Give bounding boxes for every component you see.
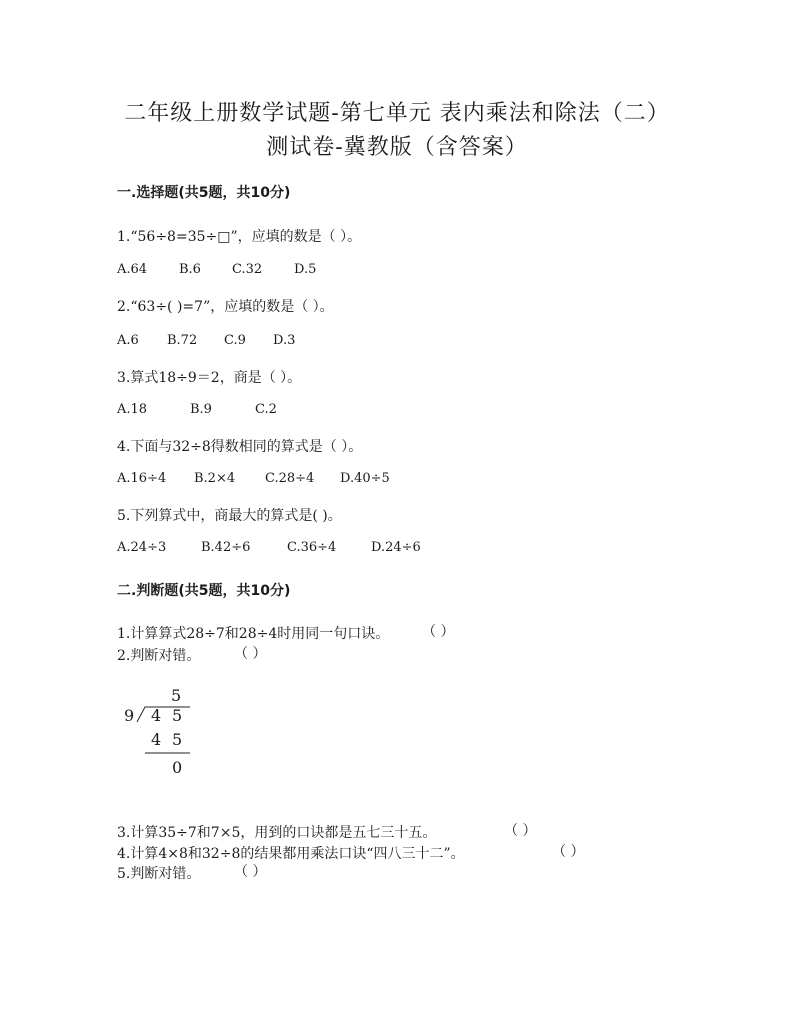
question-text: 3.算式18÷9＝2，商是（ ）。 [117,370,302,386]
product-digit: 5 [172,730,183,749]
option-a: A.64 [117,262,148,277]
question-text: 4.计算4×8和32÷8的结果都用乘法口诀“四八三十二”。 [117,846,465,862]
option-a: A.16÷4 [117,471,167,486]
question-text: 4.下面与32÷8得数相同的算式是（ ）。 [117,439,363,455]
question-text: 3.计算35÷7和7×5，用到的口诀都是五七三十五。 [117,825,437,841]
option-b: B.72 [167,333,198,348]
option-a: A.24÷3 [117,540,167,555]
option-d: D.3 [273,333,296,348]
question-text: 1.计算算式28÷7和28÷4时用同一句口诀。 [117,626,390,642]
option-c: C.36÷4 [287,540,337,555]
question-text: 2.判断对错。 [117,648,201,664]
answer-parentheses: （ ） [552,844,585,860]
remainder-digit: 0 [172,758,183,777]
document-title-line-2: 测试卷-冀教版（含答案） [266,135,528,160]
option-b: B.6 [179,262,201,277]
option-a: A.18 [117,402,148,417]
option-d: D.24÷6 [371,540,421,555]
option-a: A.6 [117,333,139,348]
question-text: 1.“56÷8=35÷□”，应填的数是（ ）。 [117,229,362,245]
section-heading-true-false: 二.判断题(共5题，共10分) [117,583,291,599]
product-digit: 4 [151,730,162,749]
dividend-digit: 5 [172,706,183,725]
option-c: C.9 [224,333,246,348]
option-c: C.32 [232,262,263,277]
option-b: B.9 [190,402,212,417]
option-b: B.2×4 [194,471,236,486]
section-heading-multiple-choice: 一.选择题(共5题，共10分) [117,185,291,201]
option-c: C.2 [255,402,277,417]
answer-parentheses: （ ） [234,646,267,662]
option-c: C.28÷4 [265,471,315,486]
divisor-digit: 9 [124,706,135,725]
question-text: 5.下列算式中，商最大的算式是( )。 [117,508,342,524]
document-title-line-1: 二年级上册数学试题-第七单元 表内乘法和除法（二） [124,101,670,126]
option-b: B.42÷6 [201,540,251,555]
question-text: 5.判断对错。 [117,866,201,882]
option-d: D.5 [294,262,317,277]
answer-parentheses: （ ） [422,624,455,640]
quotient-digit: 5 [171,686,182,705]
option-d: D.40÷5 [340,471,390,486]
dividend-digit: 4 [151,706,162,725]
question-text: 2.“63÷( )=7”，应填的数是（ ）。 [117,299,334,315]
answer-parentheses: （ ） [504,823,537,839]
answer-parentheses: （ ） [234,864,267,880]
